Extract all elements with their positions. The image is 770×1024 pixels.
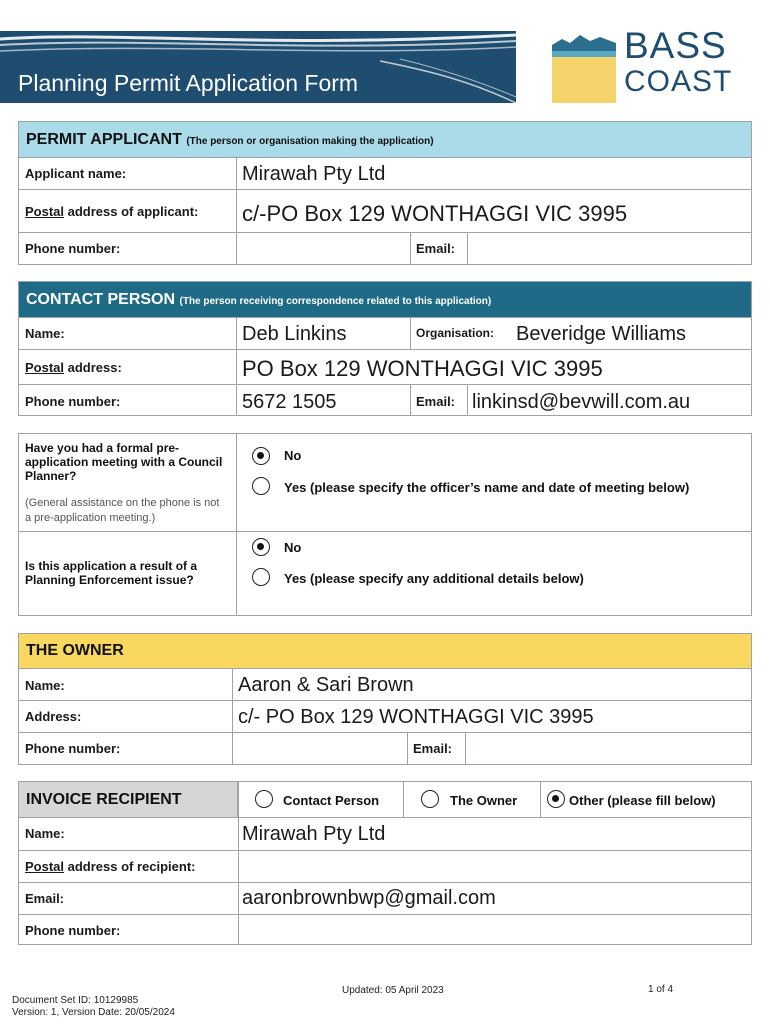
contact-org-field[interactable]: Beveridge Williams bbox=[516, 323, 687, 345]
invoice-phone-label: Phone number: bbox=[25, 923, 121, 938]
footer-page-number: 1 of 4 bbox=[648, 984, 674, 995]
invoice-email-label: Email: bbox=[25, 891, 65, 906]
invoice-contact-label: Contact Person bbox=[283, 793, 380, 808]
permit-applicant-subtitle: (The person or organisation making the application) bbox=[186, 136, 434, 147]
invoice-owner-radio[interactable] bbox=[421, 790, 439, 808]
contact-postal-label: Postal address: bbox=[25, 360, 122, 375]
owner-title: THE OWNER bbox=[26, 642, 124, 659]
invoice-other-label: Other (please fill below) bbox=[569, 793, 716, 808]
owner-address-label: Address: bbox=[25, 709, 82, 724]
footer-document-set-id: Document Set ID: 10129985 bbox=[12, 995, 139, 1006]
contact-name-field[interactable]: Deb Linkins bbox=[242, 323, 347, 345]
applicant-name-label: Applicant name: bbox=[25, 166, 127, 181]
contact-email-field[interactable]: linkinsd@bevwill.com.au bbox=[472, 391, 691, 413]
logo-text-coast: COAST bbox=[624, 65, 733, 98]
permit-applicant-header bbox=[18, 121, 752, 158]
enforcement-no-radio[interactable] bbox=[252, 538, 270, 556]
logo-text-bass: BASS bbox=[624, 25, 727, 66]
invoice-name-label: Name: bbox=[25, 826, 65, 841]
enforcement-question: Is this application a result of a Planning Enforcement issue? bbox=[25, 559, 198, 587]
owner-phone-label: Phone number: bbox=[25, 741, 121, 756]
pre-application-note: (General assistance on the phone is not a pre-application meeting.) bbox=[25, 497, 220, 524]
footer-version: Version: 1, Version Date: 20/05/2024 bbox=[12, 1007, 175, 1018]
invoice-title: INVOICE RECIPIENT bbox=[26, 791, 182, 808]
owner-email-label: Email: bbox=[413, 741, 453, 756]
invoice-name-field[interactable]: Mirawah Pty Ltd bbox=[242, 823, 386, 845]
invoice-email-field[interactable]: aaronbrownbwp@gmail.com bbox=[242, 887, 496, 909]
invoice-phone-field[interactable] bbox=[242, 920, 747, 942]
owner-email-field[interactable] bbox=[470, 738, 745, 762]
applicant-email-field[interactable] bbox=[472, 238, 747, 262]
pre-application-no-radio[interactable] bbox=[252, 447, 270, 465]
contact-person-subtitle: (The person receiving correspondence related to this application) bbox=[179, 296, 492, 307]
permit-applicant-title: PERMIT APPLICANT bbox=[26, 131, 182, 148]
applicant-postal-label: Postal address of applicant: bbox=[25, 204, 199, 219]
footer-updated: Updated: 05 April 2023 bbox=[342, 985, 444, 996]
invoice-other-radio[interactable] bbox=[547, 790, 565, 808]
invoice-postal-field[interactable] bbox=[242, 856, 747, 880]
invoice-contact-radio[interactable] bbox=[255, 790, 273, 808]
logo-mark-icon bbox=[552, 31, 616, 103]
owner-name-field[interactable]: Aaron & Sari Brown bbox=[238, 674, 414, 696]
contact-phone-label: Phone number: bbox=[25, 394, 121, 409]
contact-org-label: Organisation: bbox=[416, 326, 495, 340]
owner-phone-field[interactable] bbox=[238, 738, 403, 762]
invoice-owner-label: The Owner bbox=[450, 793, 518, 808]
enforcement-no-label: No bbox=[284, 540, 302, 555]
bass-coast-logo bbox=[552, 25, 742, 106]
contact-person-header bbox=[18, 281, 752, 318]
owner-header bbox=[18, 633, 752, 669]
contact-phone-field[interactable]: 5672 1505 bbox=[242, 391, 337, 413]
applicant-phone-field[interactable] bbox=[242, 238, 407, 262]
enforcement-yes-label: Yes (please specify any additional details below) bbox=[284, 571, 584, 586]
invoice-postal-label: Postal address of recipient: bbox=[25, 859, 196, 874]
contact-person-title: CONTACT PERSON bbox=[26, 291, 176, 308]
contact-email-label: Email: bbox=[416, 394, 456, 409]
pre-application-question: Have you had a formal pre-application meeting with a Council Planner? bbox=[25, 441, 223, 483]
enforcement-yes-radio[interactable] bbox=[252, 568, 270, 586]
contact-name-label: Name: bbox=[25, 326, 65, 341]
contact-postal-field[interactable]: PO Box 129 WONTHAGGI VIC 3995 bbox=[242, 356, 603, 381]
form-title: Planning Permit Application Form bbox=[18, 70, 359, 96]
applicant-email-label: Email: bbox=[416, 241, 456, 256]
applicant-name-field[interactable]: Mirawah Pty Ltd bbox=[242, 163, 386, 185]
owner-name-label: Name: bbox=[25, 678, 65, 693]
pre-application-yes-radio[interactable] bbox=[252, 477, 270, 495]
pre-application-no-label: No bbox=[284, 448, 302, 463]
pre-application-yes-label: Yes (please specify the officer’s name and date of meeting below) bbox=[284, 480, 690, 495]
owner-address-field[interactable]: c/- PO Box 129 WONTHAGGI VIC 3995 bbox=[238, 706, 594, 728]
applicant-phone-label: Phone number: bbox=[25, 241, 121, 256]
applicant-postal-field[interactable]: c/-PO Box 129 WONTHAGGI VIC 3995 bbox=[242, 201, 628, 226]
